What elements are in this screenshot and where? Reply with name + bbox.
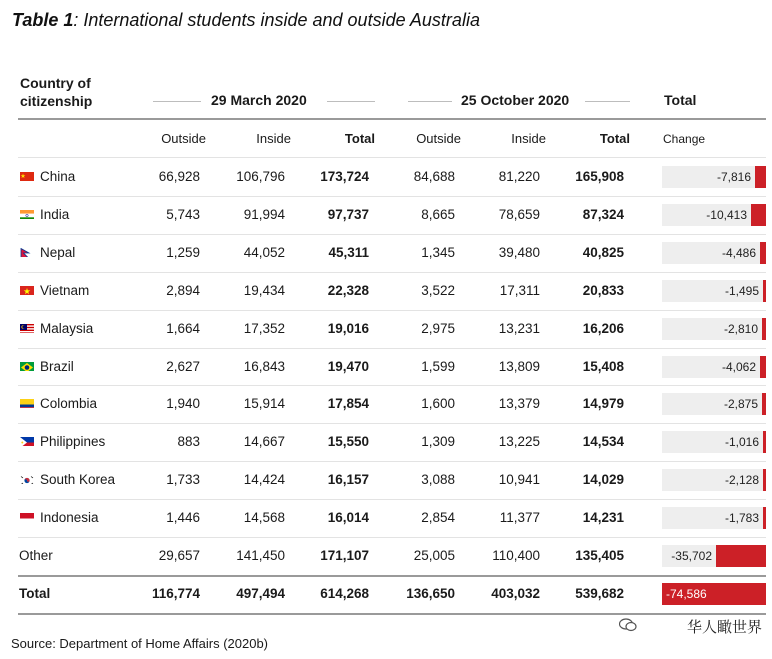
cell-i2: 13,231 <box>498 320 540 336</box>
col-outside-2: Outside <box>416 131 461 146</box>
cell-t1: 15,550 <box>327 434 369 450</box>
change-value: -1,016 <box>724 435 759 450</box>
change-value: -2,128 <box>724 473 759 488</box>
cell-o1: 1,664 <box>166 320 200 336</box>
cell-o2: 136,650 <box>406 585 455 601</box>
cell-i1: 497,494 <box>236 585 285 601</box>
cell-o1: 1,733 <box>166 472 200 488</box>
cell-o2: 1,345 <box>421 244 455 260</box>
cell-i2: 17,311 <box>499 282 540 298</box>
cell-i2: 13,225 <box>498 434 540 450</box>
change-value: -7,816 <box>716 170 751 184</box>
cell-t1: 22,328 <box>327 282 369 298</box>
cell-o2: 2,975 <box>421 320 455 336</box>
change-bar-track <box>662 545 766 567</box>
table-row <box>18 348 766 386</box>
cell-t1: 16,157 <box>327 472 369 488</box>
change-bar <box>762 393 766 415</box>
change-value: -10,413 <box>706 207 747 222</box>
south-korea-flag-icon <box>20 473 34 484</box>
country-name: Malaysia <box>40 320 94 336</box>
cell-t2: 165,908 <box>575 169 624 184</box>
cell-i1: 15,914 <box>243 396 285 412</box>
indonesia-flag-icon <box>20 511 34 522</box>
china-flag-icon <box>20 170 34 181</box>
cell-t1: 19,016 <box>327 320 369 336</box>
cell-t1: 17,854 <box>327 396 369 412</box>
cell-o2: 1,600 <box>421 396 455 412</box>
change-bar-track <box>662 583 766 605</box>
cell-t2: 87,324 <box>582 206 624 222</box>
table-row <box>18 272 766 310</box>
table-row <box>18 158 766 196</box>
cell-i2: 403,032 <box>491 585 540 601</box>
country-name: Other <box>19 548 53 563</box>
philippines-flag-icon <box>20 435 34 446</box>
cell-o1: 1,940 <box>166 396 200 412</box>
change-bar <box>763 280 766 302</box>
country-name: Total <box>19 585 51 601</box>
table-row <box>18 461 766 499</box>
wechat-icon <box>619 618 637 632</box>
cell-t1: 97,737 <box>327 206 369 222</box>
change-value: -74,586 <box>666 586 707 601</box>
cell-o2: 3,088 <box>421 472 455 488</box>
cell-t2: 539,682 <box>575 585 624 601</box>
cell-t2: 14,534 <box>582 434 624 450</box>
cell-t1: 173,724 <box>320 169 369 184</box>
change-value: -1,495 <box>724 283 759 298</box>
malaysia-flag-icon <box>20 322 34 333</box>
country-column-header: Country of citizenship <box>20 75 93 109</box>
cell-i2: 10,941 <box>498 472 540 488</box>
country-name: India <box>40 206 70 222</box>
period2-right-rule <box>585 101 630 102</box>
table-row <box>18 537 766 575</box>
change-bar <box>763 469 766 491</box>
table-row <box>18 310 766 348</box>
change-bar <box>755 166 766 188</box>
cell-t2: 14,029 <box>582 472 624 488</box>
cell-o2: 8,665 <box>421 206 455 222</box>
cell-o2: 2,854 <box>421 510 455 526</box>
cell-i1: 44,052 <box>243 244 285 260</box>
cell-t2: 15,408 <box>582 358 624 374</box>
cell-i1: 19,434 <box>243 282 285 298</box>
cell-o2: 25,005 <box>413 548 455 563</box>
vietnam-flag-icon <box>20 284 34 295</box>
change-bar-track <box>662 204 766 226</box>
source-note: Source: Department of Home Affairs (2020b) <box>11 636 268 651</box>
cell-o2: 1,599 <box>421 358 455 374</box>
cell-t2: 16,206 <box>582 320 624 336</box>
change-bar <box>763 431 766 453</box>
col-total-1: Total <box>344 131 375 146</box>
col-total-2: Total <box>599 131 630 146</box>
col-outside-1: Outside <box>161 131 206 146</box>
period1-header: 29 March 2020 <box>211 92 307 108</box>
period2-header: 25 October 2020 <box>461 92 570 108</box>
change-bar-track <box>662 318 766 340</box>
cell-o1: 116,774 <box>151 585 200 601</box>
change-bar-track <box>662 469 766 491</box>
cell-t2: 20,833 <box>582 282 624 298</box>
cell-i1: 17,352 <box>243 320 285 336</box>
col-inside-2: Inside <box>511 131 546 146</box>
change-bar-track <box>662 166 766 188</box>
table-row <box>18 196 766 234</box>
cell-i2: 11,377 <box>499 510 540 526</box>
cell-i2: 81,220 <box>498 169 540 184</box>
row-divider <box>18 613 766 615</box>
brazil-flag-icon <box>20 360 34 371</box>
change-bar-track <box>662 507 766 529</box>
cell-o1: 1,446 <box>166 510 200 526</box>
change-value: -4,062 <box>721 359 756 374</box>
change-bar-track <box>662 393 766 415</box>
cell-i2: 78,659 <box>498 206 540 222</box>
change-bar <box>716 545 766 567</box>
col-inside-1: Inside <box>256 131 291 146</box>
change-bar <box>760 242 766 264</box>
table-row <box>18 385 766 423</box>
table-row <box>18 423 766 461</box>
cell-t1: 16,014 <box>327 510 369 526</box>
change-bar <box>760 356 766 378</box>
country-name: Nepal <box>40 244 76 260</box>
cell-i1: 16,843 <box>243 358 285 374</box>
cell-i2: 39,480 <box>498 244 540 260</box>
cell-o2: 1,309 <box>421 434 455 450</box>
change-bar <box>762 318 766 340</box>
cell-o1: 5,743 <box>166 206 200 222</box>
country-name: Indonesia <box>40 510 99 526</box>
period1-left-rule <box>153 101 201 102</box>
colombia-flag-icon <box>20 397 34 408</box>
change-bar-track <box>662 356 766 378</box>
change-bar <box>751 204 766 226</box>
cell-t2: 135,405 <box>575 548 624 563</box>
change-value: -35,702 <box>671 549 712 563</box>
period1-right-rule <box>327 101 375 102</box>
country-name: Brazil <box>40 358 74 374</box>
table-row <box>18 234 766 272</box>
country-name: Vietnam <box>40 282 90 298</box>
total-group-header: Total <box>664 92 697 108</box>
cell-i1: 14,568 <box>243 510 285 526</box>
cell-t2: 14,231 <box>582 510 624 526</box>
total-row <box>18 575 766 613</box>
cell-i2: 110,400 <box>492 548 540 563</box>
cell-t2: 40,825 <box>582 244 624 260</box>
change-value: -2,810 <box>723 321 758 336</box>
table-row <box>18 499 766 537</box>
india-flag-icon <box>20 208 34 219</box>
cell-i2: 13,809 <box>498 358 540 374</box>
change-value: -2,875 <box>723 397 758 412</box>
cell-o2: 84,688 <box>413 169 455 184</box>
change-bar-track <box>662 431 766 453</box>
col-change: Change <box>663 132 706 146</box>
table-title: Table 1: International students inside and outside Australia <box>12 10 480 30</box>
cell-o1: 66,928 <box>158 169 200 184</box>
country-name: Colombia <box>40 396 98 412</box>
change-value: -4,486 <box>721 245 756 260</box>
period2-left-rule <box>408 101 452 102</box>
cell-o1: 2,894 <box>166 282 200 298</box>
country-name: Philippines <box>40 434 106 450</box>
cell-i1: 106,796 <box>236 169 285 184</box>
header-rule <box>18 118 766 120</box>
cell-t1: 19,470 <box>327 358 369 374</box>
cell-o1: 883 <box>177 434 200 450</box>
change-value: -1,783 <box>724 511 759 526</box>
cell-i1: 91,994 <box>243 206 285 222</box>
change-bar <box>763 507 766 529</box>
cell-o1: 2,627 <box>166 358 200 374</box>
change-bar-track <box>662 280 766 302</box>
cell-i1: 14,424 <box>243 472 285 488</box>
cell-i2: 13,379 <box>498 396 540 412</box>
cell-t2: 14,979 <box>582 396 624 412</box>
cell-o1: 29,657 <box>158 548 200 563</box>
watermark: 华人瞰世界 <box>686 619 762 636</box>
cell-o1: 1,259 <box>166 244 200 260</box>
cell-i1: 141,450 <box>236 548 285 563</box>
cell-t1: 45,311 <box>328 244 369 260</box>
cell-i1: 14,667 <box>243 434 285 450</box>
country-name: China <box>40 169 76 184</box>
cell-o2: 3,522 <box>421 282 455 298</box>
cell-t1: 614,268 <box>320 585 369 601</box>
nepal-flag-icon <box>20 246 34 257</box>
cell-t1: 171,107 <box>320 548 369 563</box>
change-bar-track <box>662 242 766 264</box>
country-name: South Korea <box>40 472 116 488</box>
